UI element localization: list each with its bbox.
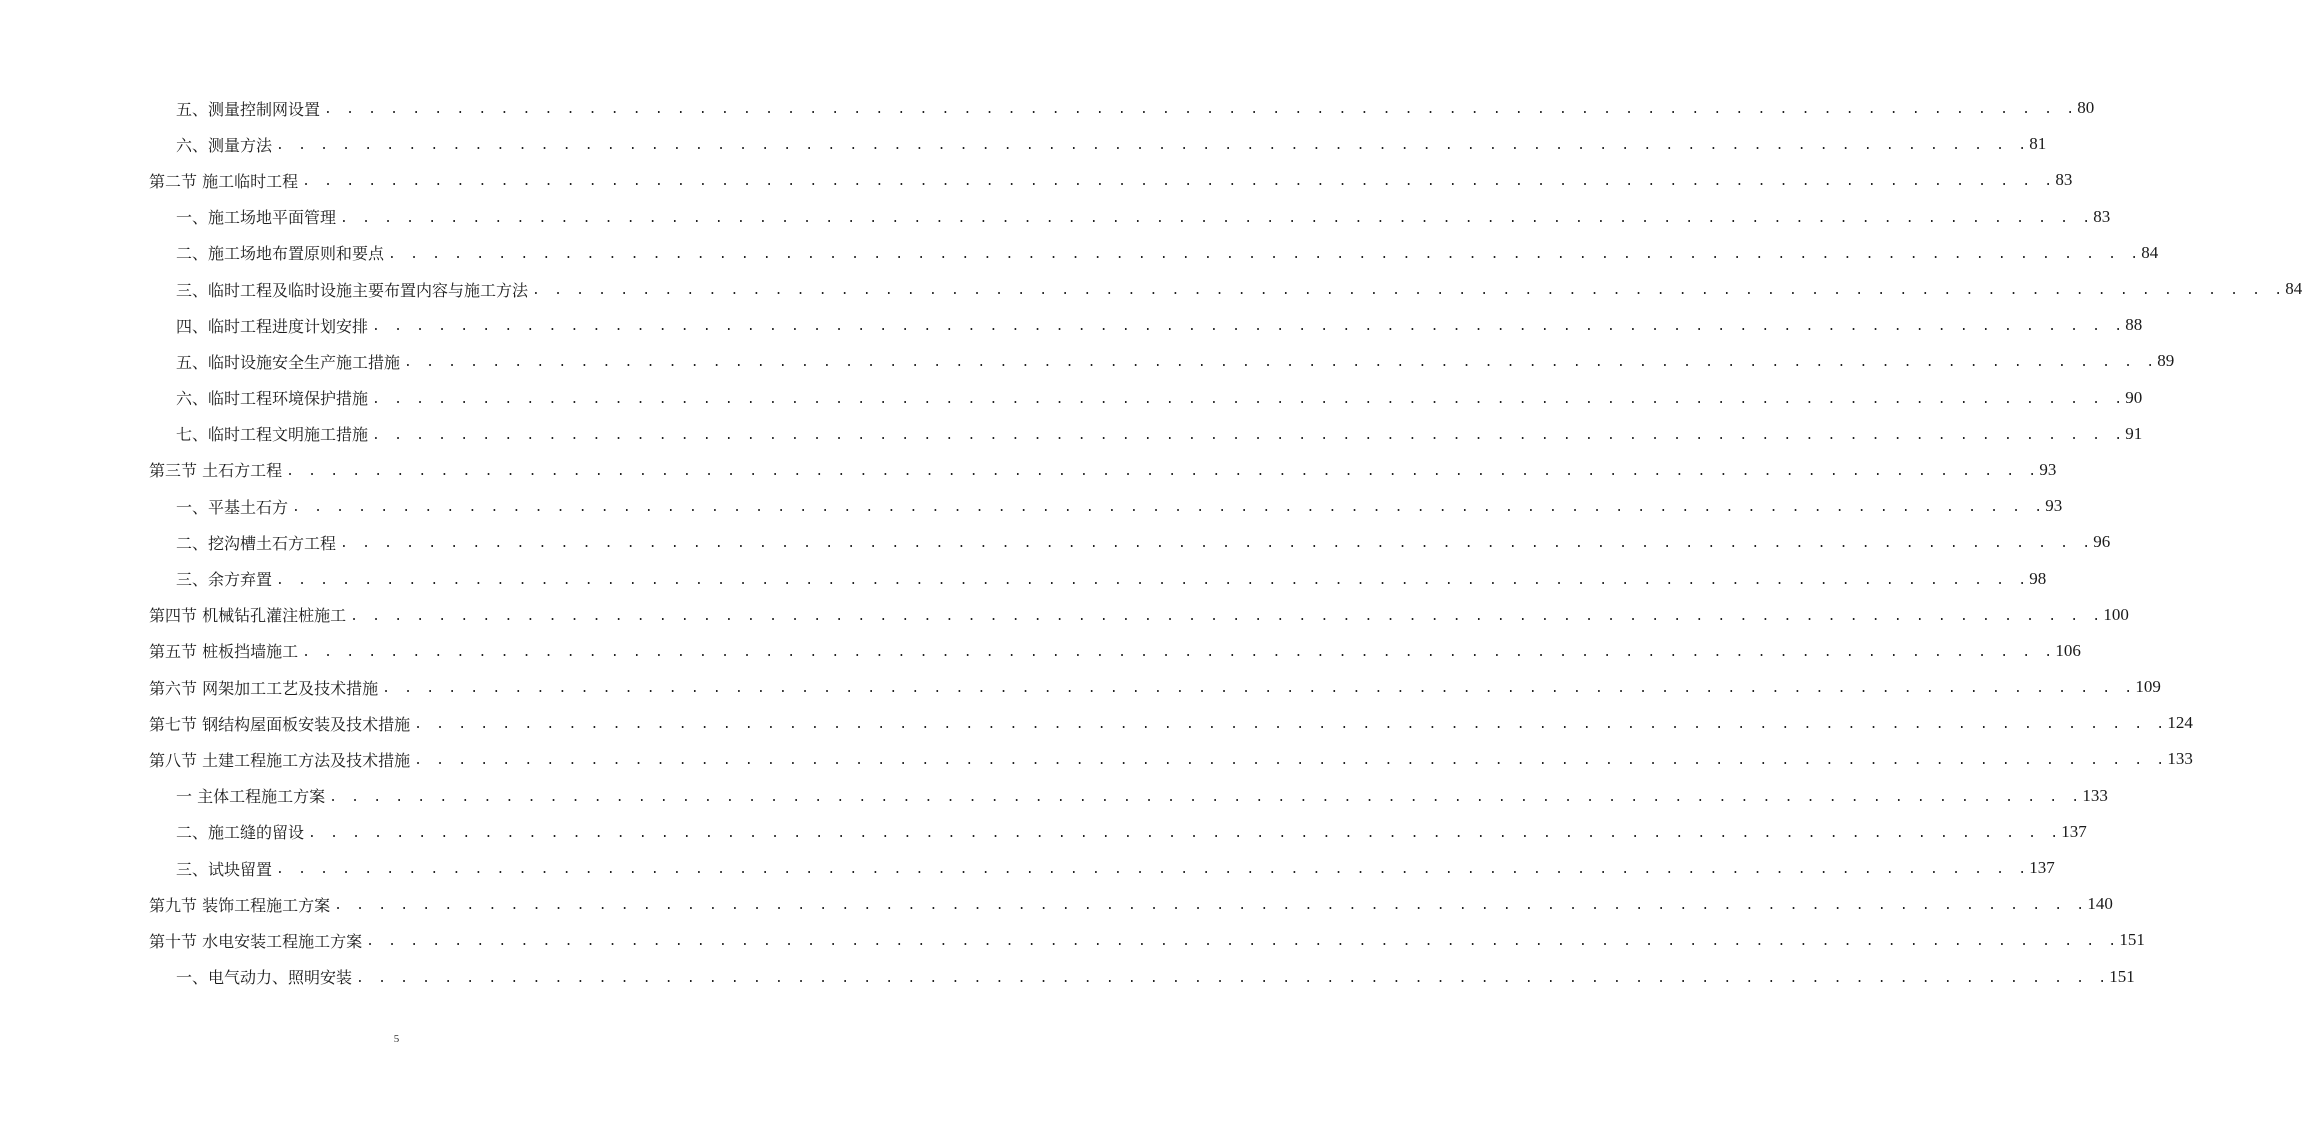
toc-entry-page: 84 xyxy=(2141,242,2159,262)
toc-subsection-entry[interactable] xyxy=(0,90,2095,126)
toc-entry-page: 106 xyxy=(2055,640,2081,660)
toc-entry-page: 89 xyxy=(2157,351,2175,371)
dot-leader: . . . . . . . . . . . . . . . . . . . . . . . . . . . . . . . . . . . . . . . . . . . . . . . . . . . . . . . . . . . . . . . . . . . . . . . . . . . . . . . . xyxy=(308,825,2062,841)
toc-subsection-entry[interactable] xyxy=(0,271,2302,307)
table-of-contents xyxy=(0,90,2302,995)
dot-leader: . . . . . . . . . . . . . . . . . . . . . . . . . . . . . . . . . . . . . . . . . . . . . . . . . . . . . . . . . . . . . . . . . . . . . . . . . . . . . . . . xyxy=(292,500,2046,516)
toc-entry-title: 七、临时工程文明施工措施 xyxy=(176,422,372,445)
page-number: 5 xyxy=(393,1033,400,1045)
toc-entry-title: 第四节 机械钻孔灌注桩施工 xyxy=(149,603,350,626)
toc-entry-title: 六、测量方法 xyxy=(176,133,276,156)
dot-leader: . . . . . . . . . . . . . . . . . . . . . . . . . . . . . . . . . . . . . . . . . . . . . . . . . . . . . . . . . . . . . . . . . . . . . . . . . . . . . . . . xyxy=(372,319,2126,335)
toc-entry-page: 151 xyxy=(2119,930,2145,950)
toc-entry-title: 第十节 水电安装工程施工方案 xyxy=(149,929,366,952)
dot-leader: . . . . . . . . . . . . . . . . . . . . . . . . . . . . . . . . . . . . . . . . . . . . . . . . . . . . . . . . . . . . . . . . . . . . . . . . . . . . . . . . xyxy=(329,789,2083,805)
toc-section-entry[interactable] xyxy=(0,922,2145,958)
toc-entry-page: 93 xyxy=(2045,496,2063,516)
dot-leader: . . . . . . . . . . . . . . . . . . . . . . . . . . . . . . . . . . . . . . . . . . . . . . . . . . . . . . . . . . . . . . . . . . . . . . . . . . . . . . . . xyxy=(350,608,2104,624)
toc-subsection-entry[interactable] xyxy=(0,814,2087,850)
toc-entry-page: 90 xyxy=(2125,387,2143,407)
dot-leader: . . . . . . . . . . . . . . . . . . . . . . . . . . . . . . . . . . . . . . . . . . . . . . . . . . . . . . . . . . . . . . . . . . . . . . . . . . . . . . . . xyxy=(276,572,2030,588)
dot-leader: . . . . . . . . . . . . . . . . . . . . . . . . . . . . . . . . . . . . . . . . . . . . . . . . . . . . . . . . . . . . . . . . . . . . . . . . . . . . . . . . xyxy=(340,210,2094,226)
toc-entry-page: 124 xyxy=(2167,713,2193,733)
dot-leader: . . . . . . . . . . . . . . . . . . . . . . . . . . . . . . . . . . . . . . . . . . . . . . . . . . . . . . . . . . . . . . . . . . . . . . . . . . . . . . . . xyxy=(302,644,2056,660)
toc-entry-title: 第三节 土石方工程 xyxy=(149,458,286,481)
toc-entry-title: 第二节 施工临时工程 xyxy=(149,169,302,192)
dot-leader: . . . . . . . . . . . . . . . . . . . . . . . . . . . . . . . . . . . . . . . . . . . . . . . . . . . . . . . . . . . . . . . . . . . . . . . . . . . . . . . . xyxy=(388,246,2142,262)
toc-subsection-entry[interactable] xyxy=(0,488,2063,524)
toc-entry-page: 83 xyxy=(2055,170,2073,190)
toc-section-entry[interactable] xyxy=(0,162,2073,198)
toc-entry-title: 二、施工场地布置原则和要点 xyxy=(176,241,388,264)
dot-leader: . . . . . . . . . . . . . . . . . . . . . . . . . . . . . . . . . . . . . . . . . . . . . . . . . . . . . . . . . . . . . . . . . . . . . . . . . . . . . . . . xyxy=(324,102,2078,118)
toc-entry-title: 第七节 钢结构屋面板安装及技术措施 xyxy=(149,712,414,735)
toc-entry-page: 137 xyxy=(2029,858,2055,878)
toc-entry-title: 五、临时设施安全生产施工措施 xyxy=(176,350,404,373)
toc-section-entry[interactable] xyxy=(0,669,2161,705)
toc-entry-page: 96 xyxy=(2093,532,2111,552)
toc-section-entry[interactable] xyxy=(0,705,2193,741)
toc-subsection-entry[interactable] xyxy=(0,126,2047,162)
dot-leader: . . . . . . . . . . . . . . . . . . . . . . . . . . . . . . . . . . . . . . . . . . . . . . . . . . . . . . . . . . . . . . . . . . . . . . . . . . . . . . . . xyxy=(276,138,2030,154)
dot-leader: . . . . . . . . . . . . . . . . . . . . . . . . . . . . . . . . . . . . . . . . . . . . . . . . . . . . . . . . . . . . . . . . . . . . . . . . . . . . . . . . xyxy=(302,174,2056,190)
toc-subsection-entry[interactable] xyxy=(0,307,2143,343)
toc-entry-title: 三、临时工程及临时设施主要布置内容与施工方法 xyxy=(176,278,532,301)
dot-leader: . . . . . . . . . . . . . . . . . . . . . . . . . . . . . . . . . . . . . . . . . . . . . . . . . . . . . . . . . . . . . . . . . . . . . . . . . . . . . . . . xyxy=(340,536,2094,552)
toc-subsection-entry[interactable] xyxy=(0,560,2047,596)
dot-leader: . . . . . . . . . . . . . . . . . . . . . . . . . . . . . . . . . . . . . . . . . . . . . . . . . . . . . . . . . . . . . . . . . . . . . . . . . . . . . . . . xyxy=(532,283,2286,299)
dot-leader: . . . . . . . . . . . . . . . . . . . . . . . . . . . . . . . . . . . . . . . . . . . . . . . . . . . . . . . . . . . . . . . . . . . . . . . . . . . . . . . . xyxy=(382,681,2136,697)
toc-section-entry[interactable] xyxy=(0,597,2129,633)
toc-entry-title: 第九节 装饰工程施工方案 xyxy=(149,893,334,916)
dot-leader: . . . . . . . . . . . . . . . . . . . . . . . . . . . . . . . . . . . . . . . . . . . . . . . . . . . . . . . . . . . . . . . . . . . . . . . . . . . . . . . . xyxy=(372,427,2126,443)
dot-leader: . . . . . . . . . . . . . . . . . . . . . . . . . . . . . . . . . . . . . . . . . . . . . . . . . . . . . . . . . . . . . . . . . . . . . . . . . . . . . . . . xyxy=(414,753,2168,769)
toc-entry-title: 一、电气动力、照明安装 xyxy=(176,965,356,988)
toc-entry-page: 98 xyxy=(2029,568,2047,588)
dot-leader: . . . . . . . . . . . . . . . . . . . . . . . . . . . . . . . . . . . . . . . . . . . . . . . . . . . . . . . . . . . . . . . . . . . . . . . . . . . . . . . . xyxy=(276,862,2030,878)
toc-section-entry[interactable] xyxy=(0,886,2113,922)
toc-entry-title: 二、施工缝的留设 xyxy=(176,820,308,843)
toc-entry-page: 133 xyxy=(2167,749,2193,769)
toc-subsection-entry[interactable] xyxy=(0,959,2135,995)
toc-entry-title: 五、测量控制网设置 xyxy=(176,97,324,120)
toc-entry-title: 第五节 桩板挡墙施工 xyxy=(149,639,302,662)
toc-section-entry[interactable] xyxy=(0,633,2081,669)
toc-entry-title: 二、挖沟槽土石方工程 xyxy=(176,531,340,554)
toc-subsection-entry[interactable] xyxy=(0,380,2143,416)
toc-entry-title: 四、临时工程进度计划安排 xyxy=(176,314,372,337)
toc-subsection-entry[interactable] xyxy=(0,524,2111,560)
toc-entry-title: 第六节 网架加工工艺及技术措施 xyxy=(149,676,382,699)
dot-leader: . . . . . . . . . . . . . . . . . . . . . . . . . . . . . . . . . . . . . . . . . . . . . . . . . . . . . . . . . . . . . . . . . . . . . . . . . . . . . . . . xyxy=(356,970,2110,986)
dot-leader: . . . . . . . . . . . . . . . . . . . . . . . . . . . . . . . . . . . . . . . . . . . . . . . . . . . . . . . . . . . . . . . . . . . . . . . . . . . . . . . . xyxy=(404,355,2158,371)
toc-entry-title: 六、临时工程环境保护措施 xyxy=(176,386,372,409)
toc-entry-title: 一、施工场地平面管理 xyxy=(176,205,340,228)
toc-entry-page: 91 xyxy=(2125,423,2143,443)
toc-subsection-entry[interactable] xyxy=(0,850,2055,886)
toc-entry-title: 一 主体工程施工方案 xyxy=(176,784,329,807)
dot-leader: . . . . . . . . . . . . . . . . . . . . . . . . . . . . . . . . . . . . . . . . . . . . . . . . . . . . . . . . . . . . . . . . . . . . . . . . . . . . . . . . xyxy=(334,898,2088,914)
dot-leader: . . . . . . . . . . . . . . . . . . . . . . . . . . . . . . . . . . . . . . . . . . . . . . . . . . . . . . . . . . . . . . . . . . . . . . . . . . . . . . . . xyxy=(286,463,2040,479)
toc-entry-page: 137 xyxy=(2061,821,2087,841)
toc-entry-page: 88 xyxy=(2125,315,2143,335)
toc-subsection-entry[interactable] xyxy=(0,235,2159,271)
toc-subsection-entry[interactable] xyxy=(0,199,2111,235)
dot-leader: . . . . . . . . . . . . . . . . . . . . . . . . . . . . . . . . . . . . . . . . . . . . . . . . . . . . . . . . . . . . . . . . . . . . . . . . . . . . . . . . xyxy=(414,717,2168,733)
toc-entry-title: 第八节 土建工程施工方法及技术措施 xyxy=(149,748,414,771)
toc-entry-page: 140 xyxy=(2087,894,2113,914)
toc-entry-page: 93 xyxy=(2039,459,2057,479)
toc-entry-page: 133 xyxy=(2082,785,2108,805)
toc-section-entry[interactable] xyxy=(0,741,2193,777)
dot-leader: . . . . . . . . . . . . . . . . . . . . . . . . . . . . . . . . . . . . . . . . . . . . . . . . . . . . . . . . . . . . . . . . . . . . . . . . . . . . . . . . xyxy=(366,934,2120,950)
toc-entry-page: 151 xyxy=(2109,966,2135,986)
toc-subsection-entry[interactable] xyxy=(0,343,2175,379)
toc-entry-page: 100 xyxy=(2103,604,2129,624)
toc-entry-page: 81 xyxy=(2029,134,2047,154)
toc-subsection-entry[interactable] xyxy=(0,416,2143,452)
dot-leader: . . . . . . . . . . . . . . . . . . . . . . . . . . . . . . . . . . . . . . . . . . . . . . . . . . . . . . . . . . . . . . . . . . . . . . . . . . . . . . . . xyxy=(372,391,2126,407)
toc-entry-page: 80 xyxy=(2077,98,2095,118)
toc-entry-title: 三、余方弃置 xyxy=(176,567,276,590)
toc-entry-title: 三、试块留置 xyxy=(176,857,276,880)
toc-entry-page: 84 xyxy=(2285,279,2302,299)
toc-section-entry[interactable] xyxy=(0,452,2057,488)
toc-entry-page: 83 xyxy=(2093,206,2111,226)
toc-entry-title: 一、平基土石方 xyxy=(176,495,292,518)
toc-subsection-entry[interactable] xyxy=(0,778,2108,814)
toc-entry-page: 109 xyxy=(2135,677,2161,697)
